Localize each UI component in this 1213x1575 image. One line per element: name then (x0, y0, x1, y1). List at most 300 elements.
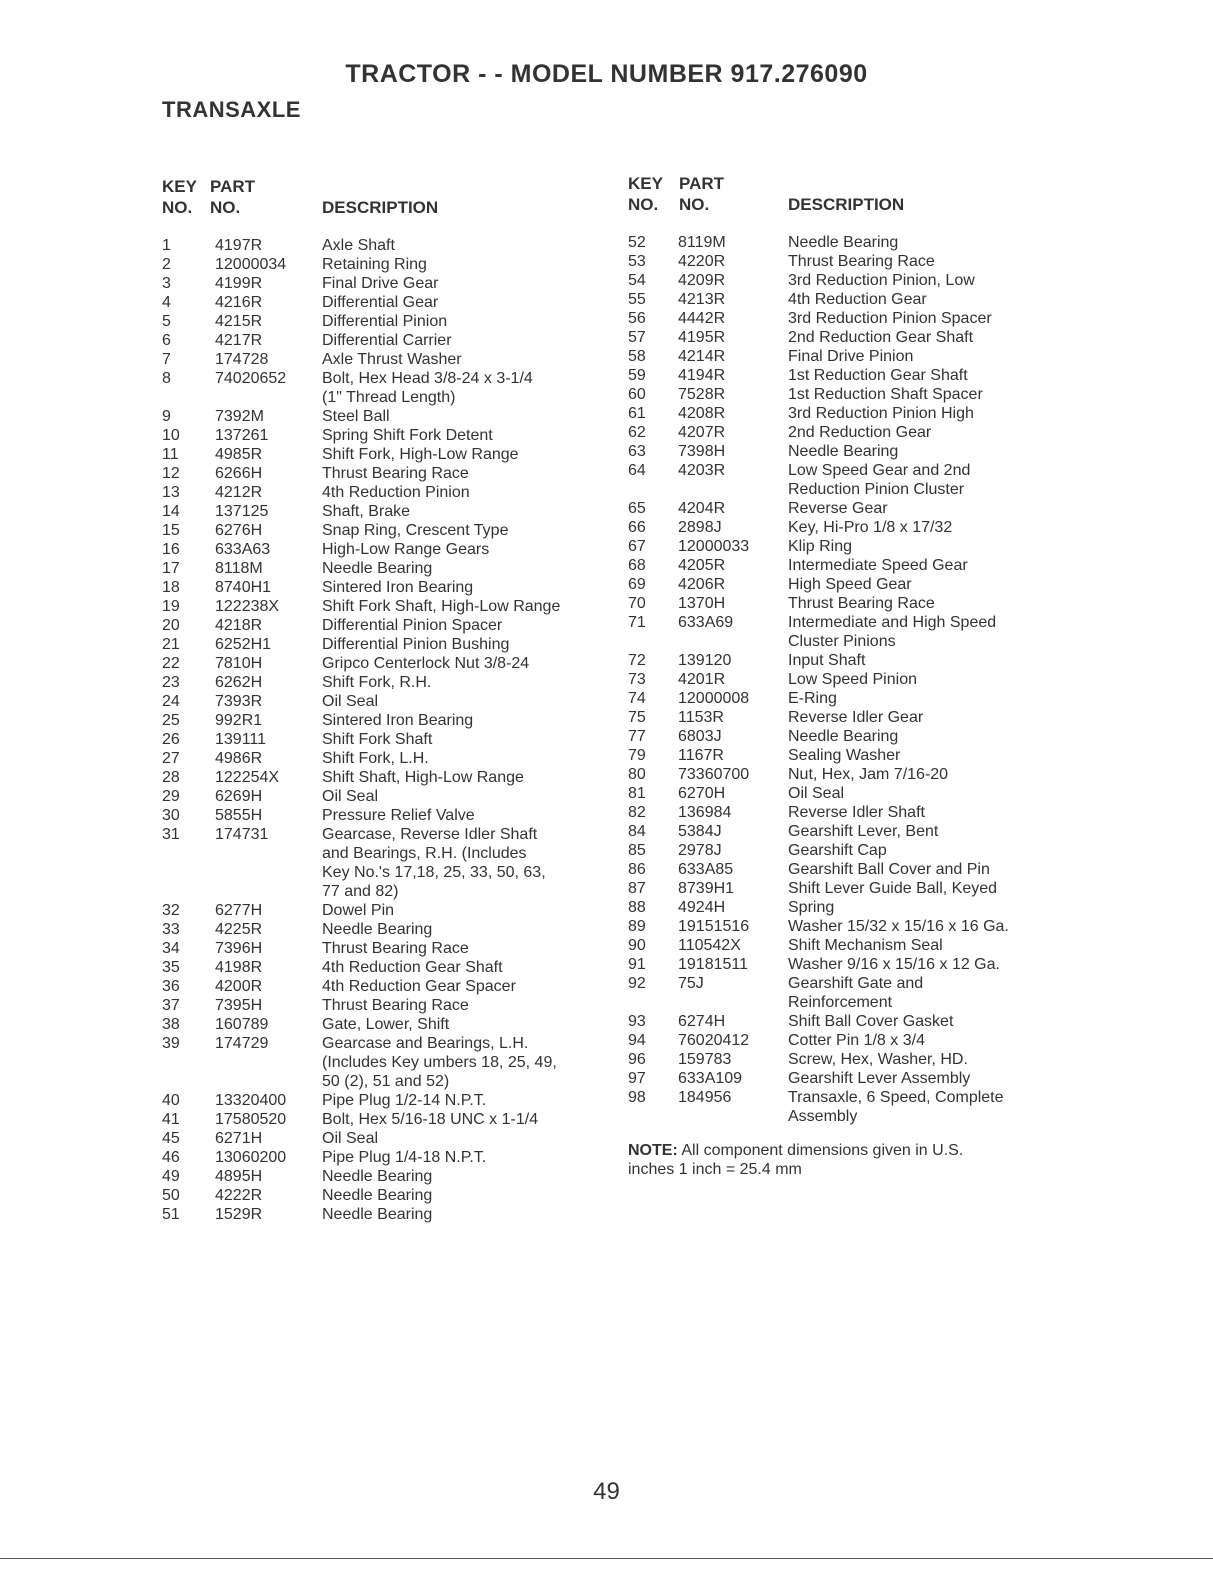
key-number: 28 (162, 769, 180, 786)
table-row (628, 879, 1009, 898)
description-line: 50 (2), 51 and 52) (322, 1073, 450, 1090)
description (322, 692, 378, 711)
table-row (162, 578, 560, 597)
table-row (162, 768, 560, 787)
key-number: 11 (162, 446, 179, 463)
description-line: 3rd Reduction Pinion, Low (788, 272, 975, 289)
description-line: High-Low Range Gears (322, 541, 490, 558)
description-line: Washer 9/16 x 15/16 x 12 Ga. (788, 956, 1000, 973)
description-line: Differential Pinion Spacer (322, 617, 503, 634)
description (788, 613, 996, 651)
description (788, 347, 913, 366)
part-number: 76020412 (678, 1032, 750, 1049)
description (788, 689, 837, 708)
part-number: 5384J (678, 823, 722, 840)
key-number: 64 (628, 462, 646, 479)
key-number: 13 (162, 484, 180, 501)
table-row (628, 233, 1009, 252)
description-line: Shaft, Brake (322, 503, 411, 520)
description (322, 920, 432, 939)
part-number: 4206R (678, 576, 726, 593)
key-number: 17 (162, 560, 180, 577)
table-row (162, 939, 560, 958)
description-line: Reverse Idler Gear (788, 709, 924, 726)
description-line: Shift Shaft, High-Low Range (322, 769, 524, 786)
description (788, 670, 917, 689)
part-number: 4199R (215, 275, 263, 292)
page-title: TRACTOR - - MODEL NUMBER 917.276090 (345, 60, 868, 88)
description-line: 3rd Reduction Pinion High (788, 405, 974, 422)
page-number: 49 (593, 1478, 620, 1505)
description-line: Nut, Hex, Jam 7/16-20 (788, 766, 949, 783)
table-row (628, 1012, 1009, 1031)
table-row (628, 423, 1009, 442)
description-line: Needle Bearing (322, 1187, 433, 1204)
part-number: 6266H (215, 465, 263, 482)
key-number: 79 (628, 747, 646, 764)
description-line: 77 and 82) (322, 883, 399, 900)
table-row (162, 483, 560, 502)
note-line-2: inches 1 inch = 25.4 mm (628, 1161, 802, 1178)
table-row (162, 540, 560, 559)
key-number: 94 (628, 1032, 646, 1049)
description (322, 407, 390, 426)
key-number: 23 (162, 674, 180, 691)
part-number: 7392M (215, 408, 264, 425)
description (322, 939, 469, 958)
part-number: 4197R (215, 237, 263, 254)
description (322, 369, 533, 407)
left-part-header-bottom: NO. (210, 198, 241, 217)
description-line: Needle Bearing (788, 443, 899, 460)
description-line: Oil Seal (322, 1130, 379, 1147)
key-number: 40 (162, 1092, 180, 1109)
key-number: 65 (628, 500, 646, 517)
part-number: 4213R (678, 291, 726, 308)
table-row (628, 860, 1009, 879)
table-row (162, 920, 560, 939)
description (788, 765, 948, 784)
description-line: 4th Reduction Gear Spacer (322, 978, 516, 995)
table-row (162, 331, 560, 350)
table-row (628, 841, 1009, 860)
key-number: 35 (162, 959, 180, 976)
description-line: Cotter Pin 1/8 x 3/4 (788, 1032, 925, 1049)
left-key-header-bottom: NO. (162, 198, 193, 217)
table-row (628, 803, 1009, 822)
table-row (628, 955, 1009, 974)
right-parts-list (628, 233, 1009, 1126)
table-row (162, 255, 560, 274)
description-line: Retaining Ring (322, 256, 427, 273)
description (788, 328, 973, 347)
key-number: 20 (162, 617, 180, 634)
key-number: 33 (162, 921, 180, 938)
description-line: Low Speed Pinion (788, 671, 917, 688)
table-row (162, 730, 560, 749)
table-row (162, 521, 560, 540)
part-number: 4198R (215, 959, 263, 976)
right-part-header-top: PART (679, 174, 725, 193)
description-line: Needle Bearing (322, 560, 433, 577)
table-row (162, 673, 560, 692)
key-number: 5 (162, 313, 171, 330)
table-row (162, 407, 560, 426)
description-line: Shift Ball Cover Gasket (788, 1013, 954, 1030)
part-number: 4203R (678, 462, 726, 479)
description (788, 1031, 925, 1050)
key-number: 14 (162, 503, 180, 520)
description-line: Needle Bearing (322, 1206, 433, 1223)
key-number: 49 (162, 1168, 180, 1185)
description (788, 233, 898, 252)
part-number: 7528R (678, 386, 726, 403)
table-row (162, 426, 560, 445)
description (322, 540, 489, 559)
table-row (628, 1050, 1009, 1069)
part-number: 160789 (215, 1016, 269, 1033)
key-number: 77 (628, 728, 646, 745)
description (788, 651, 865, 670)
key-number: 51 (162, 1206, 180, 1223)
key-number: 62 (628, 424, 646, 441)
key-number: 93 (628, 1013, 646, 1030)
part-number: 6271H (215, 1130, 263, 1147)
table-row (628, 917, 1009, 936)
key-number: 4 (162, 294, 171, 311)
note (628, 1141, 963, 1179)
note-line-1: All component dimensions given in U.S. (681, 1142, 964, 1159)
description-line: Sintered Iron Bearing (322, 712, 474, 729)
description (788, 1050, 968, 1069)
description (788, 518, 952, 537)
part-number: 19181511 (678, 956, 748, 973)
part-number: 4225R (215, 921, 263, 938)
description (322, 901, 394, 920)
description-line: Key, Hi-Pro 1/8 x 17/32 (788, 519, 953, 536)
part-number: 4201R (678, 671, 726, 688)
description-line: Spring Shift Fork Detent (322, 427, 493, 444)
key-number: 82 (628, 804, 646, 821)
table-row (162, 825, 560, 901)
description-line: Differential Carrier (322, 332, 452, 349)
description (788, 442, 898, 461)
key-number: 31 (162, 826, 180, 843)
part-number: 633A109 (678, 1070, 743, 1087)
description (788, 404, 974, 423)
description (788, 385, 983, 404)
key-number: 6 (162, 332, 171, 349)
key-number: 68 (628, 557, 646, 574)
description-line: Gearshift Gate and (788, 975, 924, 992)
part-number: 1167R (678, 747, 724, 764)
description-line: Assembly (788, 1108, 858, 1125)
description-line: Thrust Bearing Race (322, 940, 469, 957)
description (322, 996, 469, 1015)
description (322, 768, 524, 787)
part-number: 4442R (678, 310, 726, 327)
key-number: 52 (628, 234, 646, 251)
table-row (628, 252, 1009, 271)
table-row (162, 958, 560, 977)
table-row (162, 749, 560, 768)
key-number: 29 (162, 788, 180, 805)
description (788, 556, 968, 575)
description (322, 673, 431, 692)
description-line: Needle Bearing (322, 921, 433, 938)
table-row (628, 347, 1009, 366)
table-row (162, 1186, 560, 1205)
key-number: 58 (628, 348, 646, 365)
key-number: 46 (162, 1149, 180, 1166)
description-line: Sealing Washer (788, 747, 901, 764)
description-line: Bolt, Hex Head 3/8-24 x 3-1/4 (322, 370, 533, 387)
key-number: 81 (628, 785, 646, 802)
description-line: Thrust Bearing Race (322, 997, 469, 1014)
description (788, 309, 992, 328)
description-line: Transaxle, 6 Speed, Complete (788, 1089, 1004, 1106)
part-number: 110542X (678, 937, 741, 954)
table-row (162, 502, 560, 521)
table-row (628, 518, 1009, 537)
table-row (162, 1110, 560, 1129)
description-line: Needle Bearing (788, 234, 899, 251)
description (788, 1012, 953, 1031)
description (322, 977, 516, 996)
part-number: 75J (678, 975, 704, 992)
table-row (162, 787, 560, 806)
part-number: 4216R (215, 294, 263, 311)
right-key-header-bottom: NO. (628, 195, 659, 214)
description (322, 1129, 378, 1148)
description (322, 635, 509, 654)
description-line: Gearshift Lever, Bent (788, 823, 939, 840)
part-number: 7393R (215, 693, 263, 710)
key-number: 8 (162, 370, 171, 387)
part-number: 4209R (678, 272, 726, 289)
right-part-header-bottom: NO. (679, 195, 710, 214)
table-row (628, 271, 1009, 290)
description-line: Input Shaft (788, 652, 866, 669)
part-number: 137261 (215, 427, 269, 444)
key-number: 74 (628, 690, 646, 707)
part-number: 12000034 (215, 256, 287, 273)
table-row (628, 575, 1009, 594)
description-line: Pipe Plug 1/2-14 N.P.T. (322, 1092, 487, 1109)
table-row (628, 898, 1009, 917)
key-number: 85 (628, 842, 646, 859)
key-number: 59 (628, 367, 646, 384)
key-number: 89 (628, 918, 646, 935)
description (788, 461, 970, 499)
description (322, 578, 473, 597)
description-line: (1" Thread Length) (322, 389, 456, 406)
bottom-rule (0, 1558, 1213, 1559)
description-line: 4th Reduction Gear Shaft (322, 959, 503, 976)
description (788, 252, 935, 271)
description (322, 255, 427, 274)
description-line: Oil Seal (788, 785, 845, 802)
description-line: Shift Fork Shaft, High-Low Range (322, 598, 561, 615)
description-line: 4th Reduction Pinion (322, 484, 470, 501)
key-number: 9 (162, 408, 171, 425)
table-row (162, 1034, 560, 1091)
key-number: 97 (628, 1070, 646, 1087)
key-number: 22 (162, 655, 180, 672)
description (788, 1069, 970, 1088)
part-number: 7396H (215, 940, 263, 957)
table-row (628, 442, 1009, 461)
key-number: 91 (628, 956, 646, 973)
table-row (162, 711, 560, 730)
description-line: 3rd Reduction Pinion Spacer (788, 310, 992, 327)
part-number: 4218R (215, 617, 263, 634)
table-row (162, 464, 560, 483)
description-line: Bolt, Hex 5/16-18 UNC x 1-1/4 (322, 1111, 539, 1128)
table-row (162, 1167, 560, 1186)
description (788, 708, 923, 727)
part-number: 4924H (678, 899, 726, 916)
description-line: Reverse Gear (788, 500, 888, 517)
table-row (628, 290, 1009, 309)
description-line: Shift Fork, R.H. (322, 674, 432, 691)
description-line: Pressure Relief Valve (322, 807, 475, 824)
part-number: 992R1 (215, 712, 263, 729)
table-row (628, 366, 1009, 385)
part-number: 4222R (215, 1187, 263, 1204)
description (788, 974, 923, 1012)
description-line: High Speed Gear (788, 576, 912, 593)
part-number: 4205R (678, 557, 726, 574)
description (788, 803, 925, 822)
part-number: 4200R (215, 978, 263, 995)
key-number: 32 (162, 902, 180, 919)
description-line: Klip Ring (788, 538, 853, 555)
description-line: Gearshift Lever Assembly (788, 1070, 971, 1087)
table-row (162, 977, 560, 996)
table-row (628, 689, 1009, 708)
description (788, 366, 968, 385)
description-line: Screw, Hex, Washer, HD. (788, 1051, 968, 1068)
key-number: 38 (162, 1016, 180, 1033)
part-number: 6270H (678, 785, 726, 802)
table-row (162, 1091, 560, 1110)
description-line: Differential Pinion (322, 313, 448, 330)
description-line: Key No.'s 17,18, 25, 33, 50, 63, (322, 864, 546, 881)
description (322, 1015, 449, 1034)
description-line: Shift Fork, High-Low Range (322, 446, 519, 463)
table-row (628, 765, 1009, 784)
key-number: 67 (628, 538, 646, 555)
table-row (628, 461, 1009, 499)
part-number: 4985R (215, 446, 263, 463)
description (788, 271, 975, 290)
description-line: 2nd Reduction Gear (788, 424, 932, 441)
note-label: NOTE: (628, 1142, 678, 1159)
key-number: 53 (628, 253, 646, 270)
table-row (628, 328, 1009, 347)
description-line: 4th Reduction Gear (788, 291, 927, 308)
description-line: Gripco Centerlock Nut 3/8-24 (322, 655, 530, 672)
description (788, 841, 887, 860)
description (788, 860, 990, 879)
table-row (628, 1088, 1009, 1126)
table-row (162, 1205, 560, 1224)
key-number: 45 (162, 1130, 180, 1147)
key-number: 39 (162, 1035, 180, 1052)
table-row (162, 274, 560, 293)
table-row (628, 404, 1009, 423)
table-row (162, 369, 560, 407)
description (788, 1088, 1004, 1126)
key-number: 36 (162, 978, 180, 995)
part-number: 4207R (678, 424, 726, 441)
description (322, 521, 508, 540)
key-number: 10 (162, 427, 180, 444)
key-number: 57 (628, 329, 646, 346)
description (322, 312, 447, 331)
description (322, 236, 395, 255)
description-line: Axle Shaft (322, 237, 395, 254)
description-line: Gearcase and Bearings, L.H. (322, 1035, 529, 1052)
description-line: Gate, Lower, Shift (322, 1016, 450, 1033)
table-row (162, 1148, 560, 1167)
part-number: 7810H (215, 655, 263, 672)
key-number: 18 (162, 579, 180, 596)
table-row (162, 806, 560, 825)
table-row (162, 312, 560, 331)
description-line: Thrust Bearing Race (788, 253, 935, 270)
description (788, 537, 852, 556)
description (322, 426, 493, 445)
description-line: Needle Bearing (788, 728, 899, 745)
description (322, 616, 502, 635)
description (322, 1186, 432, 1205)
part-number: 122254X (215, 769, 280, 786)
part-number: 6252H1 (215, 636, 272, 653)
table-row (628, 556, 1009, 575)
table-row (628, 385, 1009, 404)
part-number: 184956 (678, 1089, 732, 1106)
part-number: 6803J (678, 728, 722, 745)
section-title: TRANSAXLE (162, 97, 301, 122)
description-line: Shift Lever Guide Ball, Keyed (788, 880, 998, 897)
part-number: 1153R (678, 709, 724, 726)
description (788, 746, 900, 765)
description (322, 483, 470, 502)
right-description-header: DESCRIPTION (788, 195, 905, 214)
description-line: Differential Gear (322, 294, 439, 311)
description (322, 711, 473, 730)
description-line: 1st Reduction Gear Shaft (788, 367, 968, 384)
key-number: 19 (162, 598, 180, 615)
table-row (628, 670, 1009, 689)
key-number: 24 (162, 693, 180, 710)
description-line: Intermediate Speed Gear (788, 557, 968, 574)
key-number: 72 (628, 652, 646, 669)
part-number: 4986R (215, 750, 263, 767)
table-row (162, 597, 560, 616)
description-line: Dowel Pin (322, 902, 395, 919)
table-row (162, 350, 560, 369)
table-row (162, 559, 560, 578)
description (322, 1205, 432, 1224)
part-number: 6269H (215, 788, 263, 805)
part-number: 17580520 (215, 1111, 287, 1128)
part-number: 4215R (215, 313, 263, 330)
description-line: and Bearings, R.H. (Includes (322, 845, 527, 862)
part-number: 174728 (215, 351, 269, 368)
